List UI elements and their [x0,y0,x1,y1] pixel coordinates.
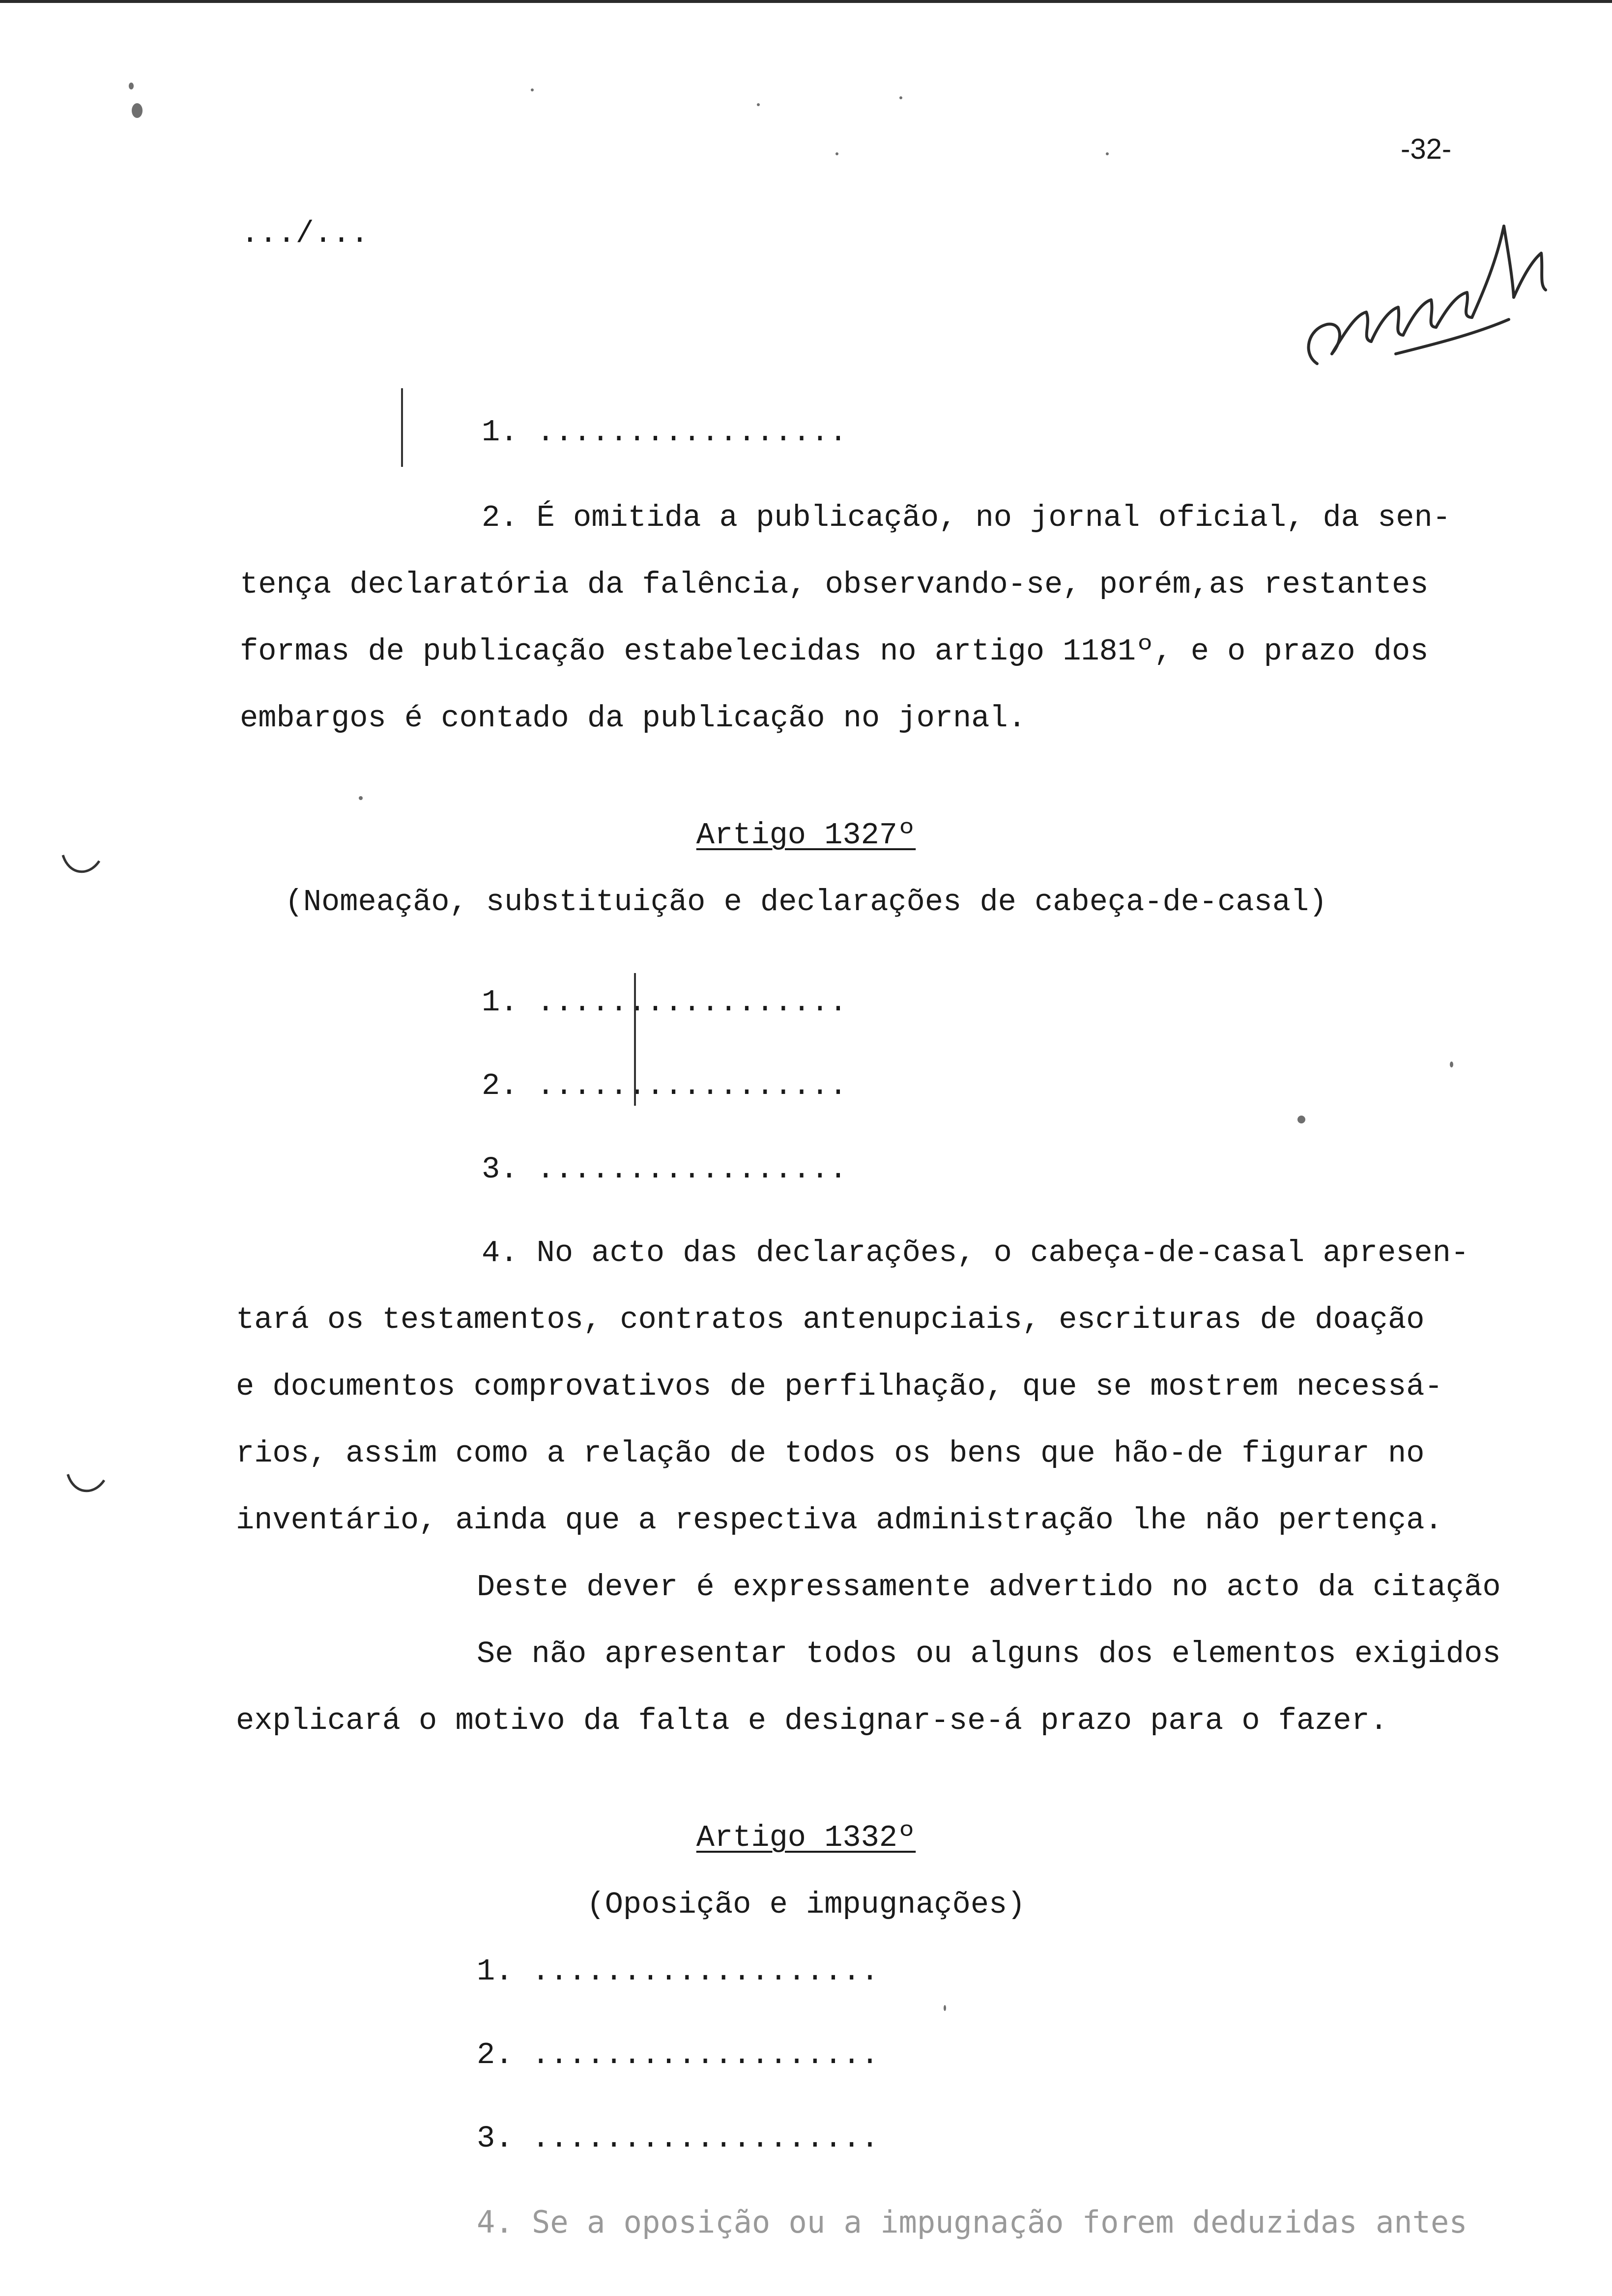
article1327-item4-line2: tará os testamentos, contratos antenupciais, escrituras de doação [236,1302,1425,1337]
section1-item2-line3: formas de publicação estabelecidas no artigo 1181º, e o prazo dos [240,634,1429,669]
article1332-item1: 1. ................... [477,1954,879,1989]
section1-item1: 1. ................. [482,415,848,450]
ink-speck [359,796,363,800]
handwritten-signature [1297,206,1553,383]
ink-speck [1450,1062,1453,1067]
page-number: -32- [1401,133,1452,165]
article1332-item3: 3. ................... [477,2121,879,2156]
section1-item2-line4: embargos é contado da publicação no jornal. [240,701,1026,736]
section1-item2-line1: 2. É omitida a publicação, no jornal oficial, da sen- [482,500,1451,535]
article1332-heading: Artigo 1332º [696,1820,916,1855]
inline-vertical-mark [634,973,636,1106]
margin-punch-arc [59,850,103,880]
margin-vertical-mark [401,388,403,467]
ink-speck [1106,152,1109,155]
ink-speck [531,88,534,91]
article1327-item4-line3: e documentos comprovativos de perfilhação, que se mostrem necessá- [236,1369,1443,1404]
ink-speck [835,152,838,155]
continuation-marker: .../... [241,216,369,251]
article1327-item4-line4: rios, assim como a relação de todos os bens que hão-de figurar no [236,1436,1425,1471]
article1327-item4-line8: explicará o motivo da falta e designar-se-á prazo para o fazer. [236,1703,1388,1738]
ink-speck [132,103,143,118]
article1327-item2: 2. ................. [482,1068,848,1103]
article1327-item4-line5: inventário, ainda que a respectiva administração lhe não pertença. [236,1503,1443,1538]
article1332-subtitle: (Oposição e impugnações) [586,1887,1026,1922]
article1332-item2: 2. ................... [477,2038,879,2072]
article1327-item4-line7: Se não apresentar todos ou alguns dos elementos exigidos [477,1636,1501,1671]
section1-item2-line2: tença declaratória da falência, observando-se, porém,as restantes [240,567,1429,602]
top-border-rule [0,0,1612,3]
article1327-item4-line1: 4. No acto das declarações, o cabeça-de-casal apresen- [482,1235,1469,1270]
article1327-item1: 1. ................. [482,985,848,1020]
ink-speck [944,2005,946,2011]
ink-speck [899,96,902,99]
article1327-heading: Artigo 1327º [696,818,916,853]
article1327-item4-line6: Deste dever é expressamente advertido no acto da citação [477,1570,1501,1605]
ink-speck [1297,1116,1305,1123]
article1332-item4-partial: 4. Se a oposição ou a impugnação forem deduzidas antes [477,2204,1468,2240]
article1327-item3: 3. ................. [482,1152,848,1187]
margin-punch-arc [64,1469,108,1499]
ink-speck [757,103,760,106]
article1327-subtitle: (Nomeação, substituição e declarações de cabeça-de-casal) [285,885,1327,919]
ink-speck [129,83,134,89]
